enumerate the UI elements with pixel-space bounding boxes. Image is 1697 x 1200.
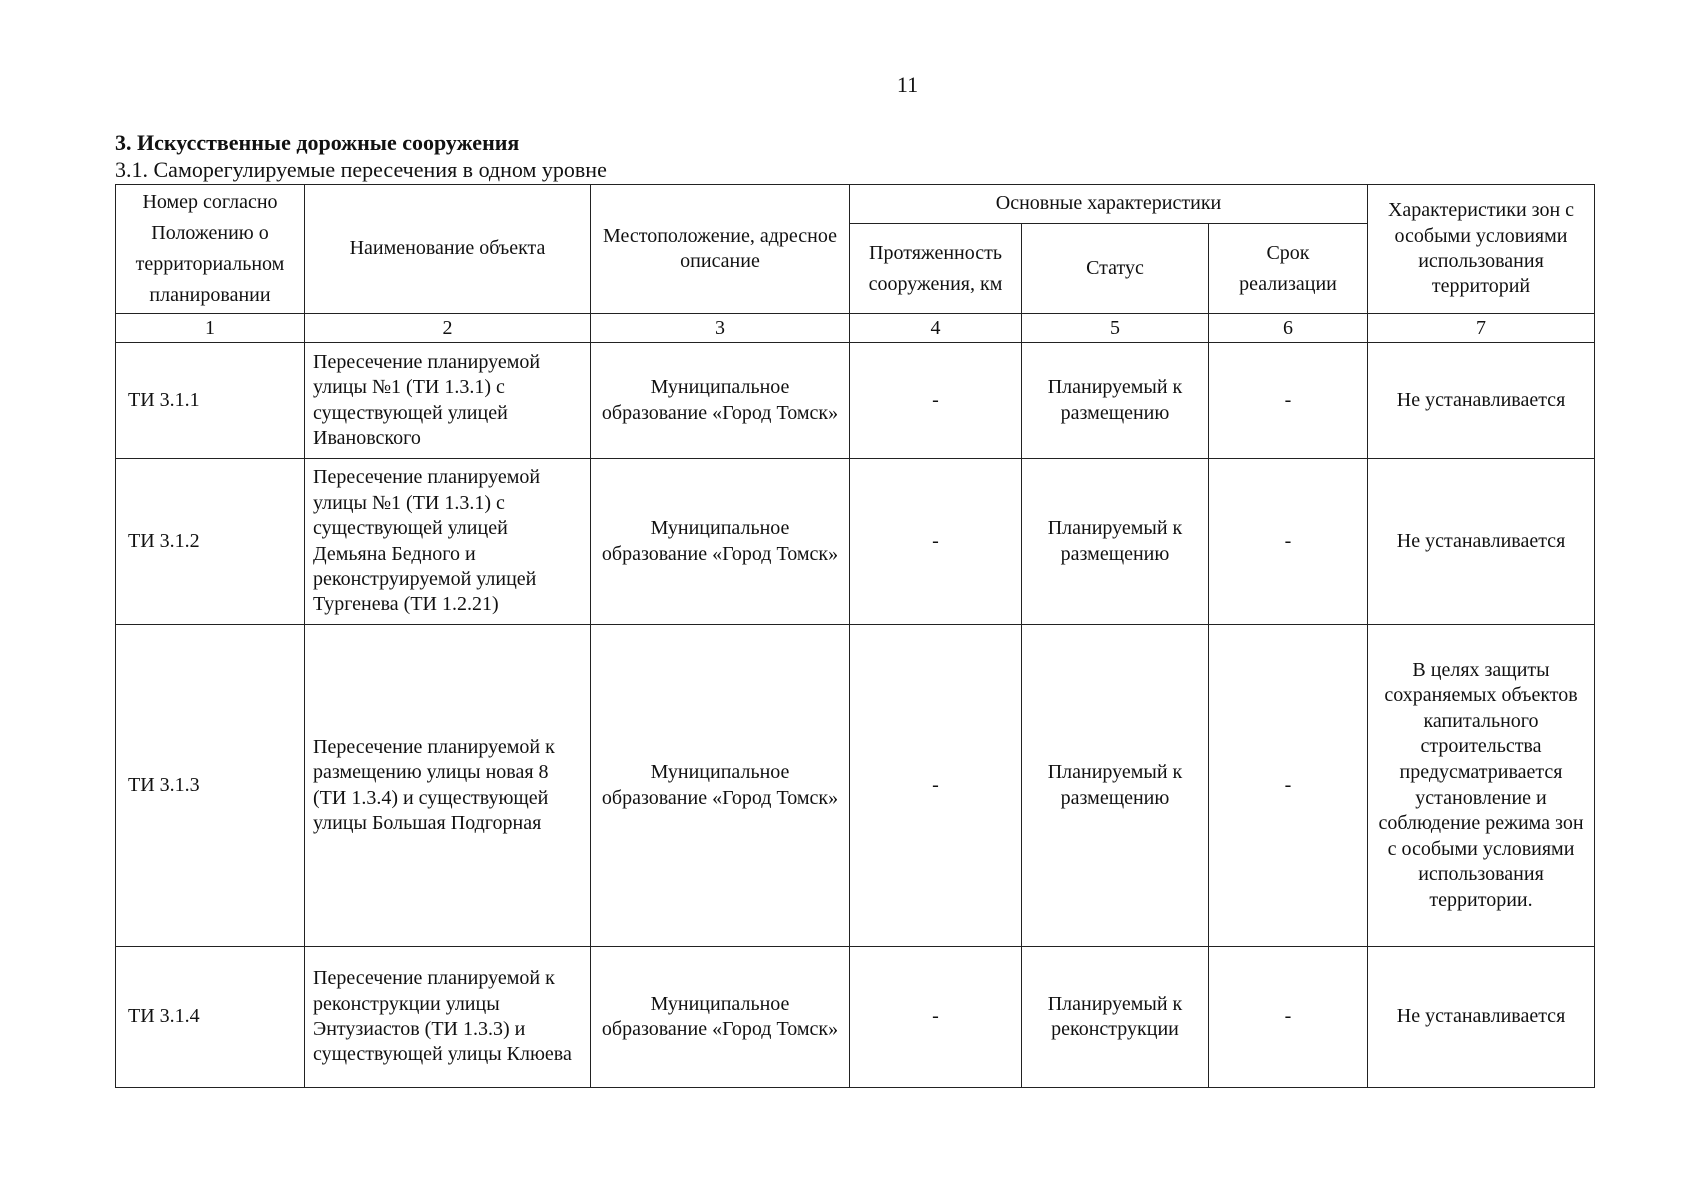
object-location: Муниципальное образование «Город Томск» xyxy=(591,947,850,1088)
column-index-row xyxy=(116,314,1595,343)
table-row xyxy=(116,625,1595,947)
object-term: - xyxy=(1209,625,1368,947)
object-id: ТИ 3.1.4 xyxy=(116,947,305,1088)
object-id: ТИ 3.1.1 xyxy=(116,343,305,459)
object-id: ТИ 3.1.2 xyxy=(116,459,305,625)
object-length: - xyxy=(850,625,1022,947)
header-length: Протяженность сооружения, км xyxy=(850,224,1022,314)
table-row xyxy=(116,459,1595,625)
table-row xyxy=(116,343,1595,459)
header-zones: Характеристики зон с особыми условиями использования территорий xyxy=(1368,185,1595,314)
header-name: Наименование объекта xyxy=(305,185,591,314)
object-location: Муниципальное образование «Город Томск» xyxy=(591,459,850,625)
object-term: - xyxy=(1209,459,1368,625)
column-index: 5 xyxy=(1022,314,1209,343)
object-term: - xyxy=(1209,947,1368,1088)
object-length: - xyxy=(850,947,1022,1088)
object-term: - xyxy=(1209,343,1368,459)
object-zones: Не устанавливается xyxy=(1368,343,1595,459)
object-location: Муниципальное образование «Город Томск» xyxy=(591,625,850,947)
object-name: Пересечение планируемой к реконструкции улицы Энтузиастов (ТИ 1.3.3) и существующей улицы Клюева xyxy=(305,947,591,1088)
object-zones: Не устанавливается xyxy=(1368,459,1595,625)
column-index: 1 xyxy=(116,314,305,343)
object-name: Пересечение планируемой улицы №1 (ТИ 1.3.1) с существующей улицей Демьяна Бедного и реконструируемой улицей Тургенева (ТИ 1.2.21) xyxy=(305,459,591,625)
object-length: - xyxy=(850,459,1022,625)
column-index: 3 xyxy=(591,314,850,343)
column-index: 6 xyxy=(1209,314,1368,343)
header-row-top xyxy=(116,185,1595,224)
column-index: 4 xyxy=(850,314,1022,343)
object-id: ТИ 3.1.3 xyxy=(116,625,305,947)
table-row xyxy=(116,947,1595,1088)
object-name: Пересечение планируемой к размещению улицы новая 8 (ТИ 1.3.4) и существующей улицы Большая Подгорная xyxy=(305,625,591,947)
object-status: Планируемый к размещению xyxy=(1022,343,1209,459)
object-status: Планируемый к реконструкции xyxy=(1022,947,1209,1088)
page-number: 11 xyxy=(896,72,919,97)
header-number: Номер согласно Положению о территориальном планировании xyxy=(116,185,305,314)
structures-table xyxy=(115,184,1595,1088)
object-status: Планируемый к размещению xyxy=(1022,625,1209,947)
object-location: Муниципальное образование «Город Томск» xyxy=(591,343,850,459)
object-zones: Не устанавливается xyxy=(1368,947,1595,1088)
header-location: Местоположение, адресное описание xyxy=(591,185,850,314)
object-length: - xyxy=(850,343,1022,459)
column-index: 7 xyxy=(1368,314,1595,343)
section-title: 3. Искусственные дорожные сооружения xyxy=(115,130,520,155)
object-name: Пересечение планируемой улицы №1 (ТИ 1.3.1) с существующей улицей Ивановского xyxy=(305,343,591,459)
header-status: Статус xyxy=(1022,224,1209,314)
subsection-title: 3.1. Саморегулируемые пересечения в одном уровне xyxy=(115,157,607,182)
column-index: 2 xyxy=(305,314,591,343)
object-status: Планируемый к размещению xyxy=(1022,459,1209,625)
header-term: Срок реализации xyxy=(1209,224,1368,314)
object-zones: В целях защиты сохраняемых объектов капитального строительства предусматривается установление и соблюдение режима зон с особыми условиями использования территории. xyxy=(1368,625,1595,947)
header-main-characteristics: Основные характеристики xyxy=(850,185,1368,224)
